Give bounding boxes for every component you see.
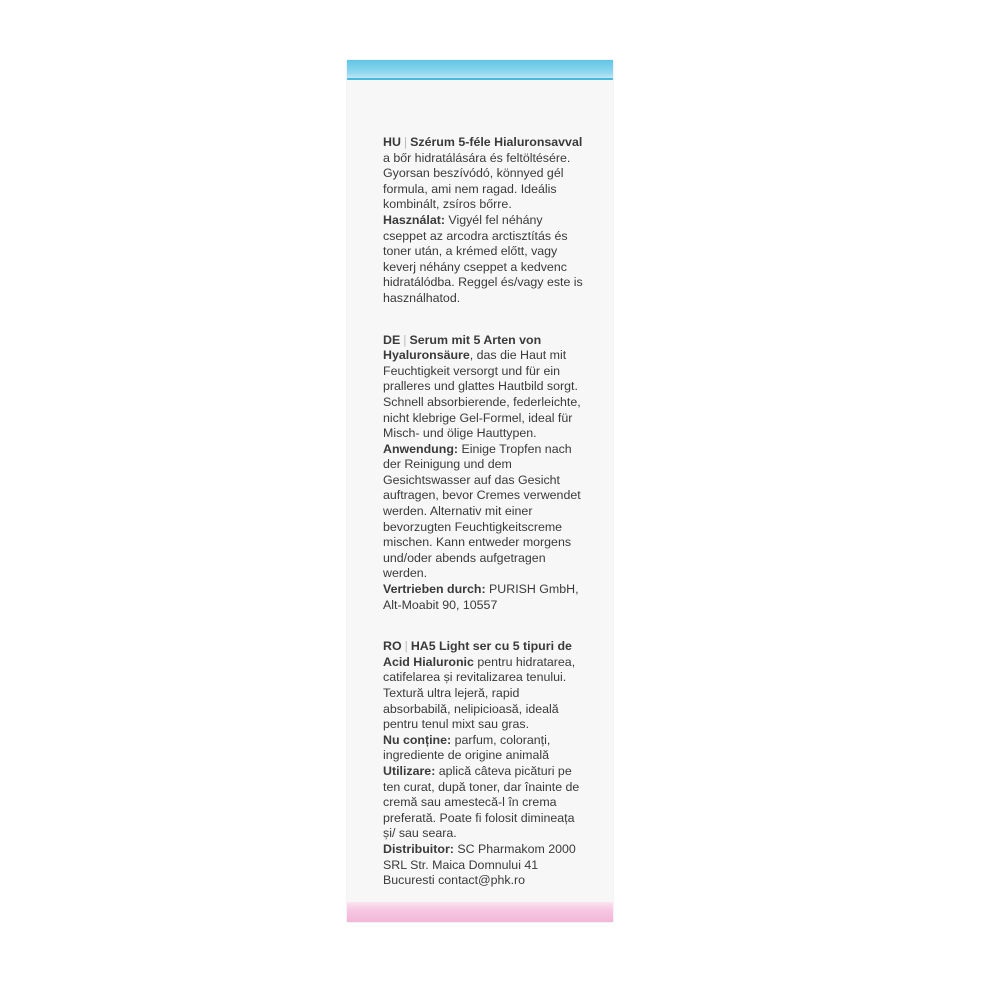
de-paragraph xyxy=(383,333,588,614)
de-title: Serum mit 5 Arten von Hyaluronsäure xyxy=(383,332,542,363)
product-box xyxy=(347,60,613,922)
hu-paragraph xyxy=(383,135,588,307)
de-distributor-text: PURISH GmbH, Alt-Moabit 90, 10557 xyxy=(383,582,579,612)
ro-usage-label: Utilizare: xyxy=(383,763,436,778)
de-usage-label: Anwendung: xyxy=(383,441,459,456)
de-usage-text: Einige Tropfen nach der Reinigung und dem Gesichtswasser auf das Gesicht auftragen, bevor Cremes verwendet werden. Alternativ mit einer bevorzugten Feuchtigkeitscreme mischen. Kann entweder morgens und/oder abends aufgetragen werden. xyxy=(383,441,581,581)
lang-separator: | xyxy=(403,332,407,347)
top-band-edge xyxy=(347,78,613,80)
ro-paragraph xyxy=(383,639,588,889)
hu-usage-text: Vigyél fel néhány cseppet az arcodra arctisztítás és toner után, a krémed előtt, vagy keverj néhány cseppet a kedvenc hidratálódba. Reggel és/vagy este is használhatod. xyxy=(383,212,583,305)
ro-free-from-text: parfum, coloranți, ingrediente de origine animală xyxy=(383,732,551,763)
ro-free-from-label: Nu conține: xyxy=(383,732,452,747)
hu-title: Szérum 5-féle Hialuronsavval xyxy=(410,135,583,149)
top-blue-band xyxy=(347,60,613,80)
label-text-block xyxy=(383,135,588,915)
ro-lang-code: RO xyxy=(383,639,402,654)
hu-lang-code: HU xyxy=(383,135,401,149)
ro-title: HA5 Light ser cu 5 tipuri de Acid Hialuronic xyxy=(383,639,572,669)
ro-distributor-label: Distribuitor: xyxy=(383,841,454,856)
de-lang-code: DE xyxy=(383,332,401,347)
de-description: , das die Haut mit Feuchtigkeit versorgt und für ein pralleres und glattes Hautbild sorgt. Schnell absorbierende, federleichte, nicht klebrige Gel-Formel, ideal für Misch- und ölige Hauttypen. xyxy=(383,348,581,441)
hu-description: a bőr hidratálására és feltöltésére. Gyorsan beszívódó, könnyed gél formula, ami nem ragad. Ideális kombinált, zsíros bőrre. xyxy=(383,150,571,212)
lang-separator: | xyxy=(404,639,408,654)
ro-distributor-text: SC Pharmakom 2000 SRL Str. Maica Domnului 41 Bucuresti contact@phk.ro xyxy=(383,841,576,888)
de-distributor-label: Vertrieben durch: xyxy=(383,582,486,597)
lang-separator: | xyxy=(403,135,408,149)
ro-description: pentru hidratarea, catifelarea și revitalizarea tenului. Textură ultra lejeră, rapid absorbabilă, nelipicioasă, ideală pentru tenul mixt sau gras. xyxy=(383,654,576,732)
ro-usage-text: aplică câteva picături pe ten curat, după toner, dar înainte de cremă sau amestecă-l în crema preferată. Poate fi folosit dimineața și/ sau seara. xyxy=(383,763,580,841)
hu-usage-label: Használat: xyxy=(383,212,445,227)
bottom-pink-band xyxy=(347,902,613,922)
